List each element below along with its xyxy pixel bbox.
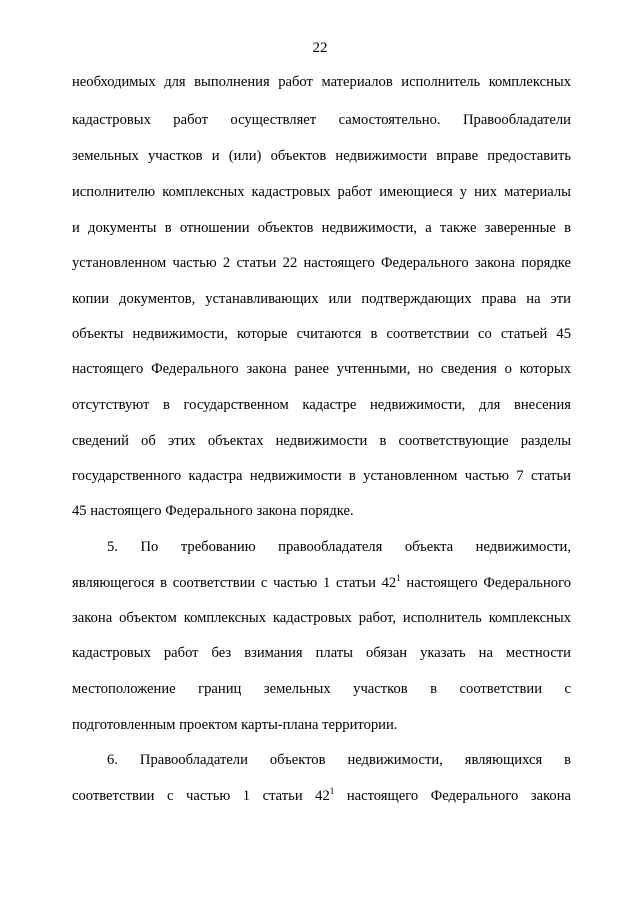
page-number: 22 (312, 40, 328, 56)
text-segment: соответствии с частью 1 статьи 42 (72, 788, 330, 804)
text-line: сведений об этих объектах недвижимости в соответствующие разделы (72, 433, 571, 449)
text-line: установленном частью 2 статьи 22 настоящего Федерального закона порядке (72, 255, 571, 271)
text-line: и документы в отношении объектов недвижимости, а также заверенные в (72, 220, 571, 236)
superscript: 1 (329, 786, 335, 796)
paragraph-5-start: 5. По требованию правообладателя объекта недвижимости, (107, 539, 571, 555)
text-line: кадастровых работ без взимания платы обязан указать на местности (72, 645, 571, 661)
text-line: местоположение границ земельных участков в соответствии с (72, 681, 571, 697)
text-segment: настоящего Федерального (400, 575, 571, 591)
text-line: настоящего Федерального закона ранее учтенными, но сведения о которых (72, 361, 571, 377)
text-line (72, 786, 571, 806)
superscript: 1 (396, 573, 401, 583)
text-line: необходимых для выполнения работ материалов исполнитель комплексных (72, 74, 571, 90)
text-line: отсутствуют в государственном кадастре недвижимости, для внесения (72, 397, 571, 413)
text-segment: настоящего Федерального закона (334, 788, 571, 804)
text-line: земельных участков и (или) объектов недвижимости вправе предоставить (72, 148, 571, 164)
text-line: 45 настоящего Федерального закона порядке. (72, 503, 354, 519)
text-line: государственного кадастра недвижимости в установленном частью 7 статьи (72, 468, 571, 484)
paragraph-6-start: 6. Правообладатели объектов недвижимости, являющихся в (107, 752, 571, 768)
text-line: исполнителю комплексных кадастровых работ имеющиеся у них материалы (72, 184, 571, 200)
text-line: закона объектом комплексных кадастровых работ, исполнитель комплексных (72, 610, 571, 626)
text-line: объекты недвижимости, которые считаются в соответствии со статьей 45 (72, 326, 571, 342)
text-line: подготовленным проектом карты-плана территории. (72, 717, 398, 733)
text-line: копии документов, устанавливающих или подтверждающих права на эти (72, 291, 571, 307)
text-segment: являющегося в соответствии с частью 1 статьи 42 (72, 575, 397, 591)
text-line (72, 573, 571, 593)
text-line: кадастровых работ осуществляет самостоятельно. Правообладатели (72, 112, 571, 128)
